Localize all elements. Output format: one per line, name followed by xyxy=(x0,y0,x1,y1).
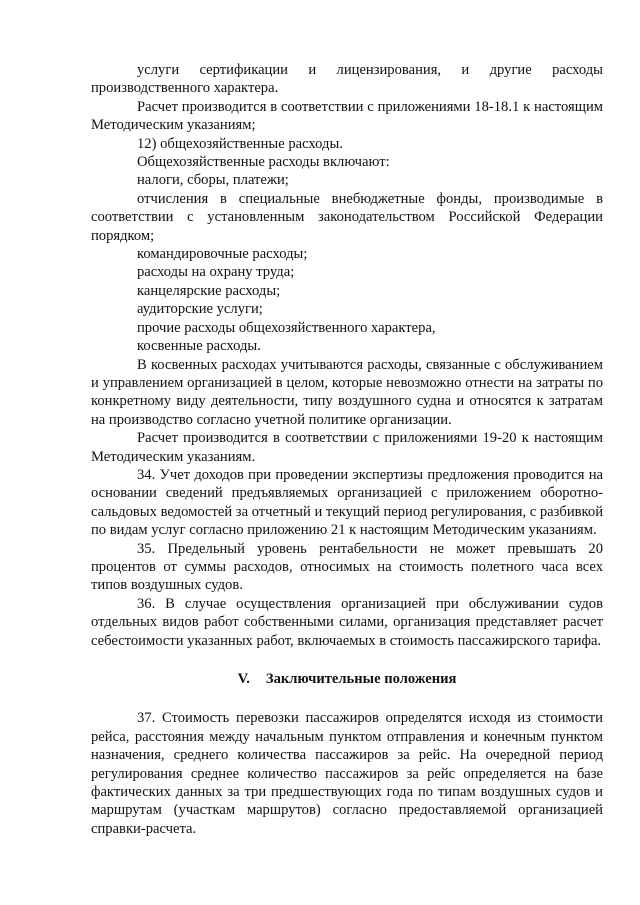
paragraph-calculation-19: Расчет производится в соответствии с приложениями 19-20 к настоящим Методическим указаниям. xyxy=(91,430,603,465)
paragraph-indirect-expenses: В косвенных расходах учитываются расходы, связанные с обслуживанием и управлением организацией в целом, которые невозможно отнести на затраты по конкретному виду деятельности, типу воздушного судна и относятся к затратам на производство согласно учетной политике организации. xyxy=(91,356,603,428)
section-number: V. xyxy=(237,671,250,687)
list-item: косвенные расходы. xyxy=(137,338,261,355)
paragraph-clause-36: 36. В случае осуществления организацией при обслуживании судов отдельных видов работ собственными силами, организация представляет расчет себестоимости указанных работ, включаемых в стоимость пассажирского тарифа. xyxy=(91,595,603,649)
list-item: канцелярские расходы; xyxy=(137,282,281,299)
paragraph-clause-37: 37. Стоимость перевозки пассажиров определятся исходя из стоимости рейса, расстояния между начальным пунктом отправления и конечным пунктом назначения, среднего количества пассажиров за рейс. На очередной период регулирования среднее количество пассажиров за рейс определяется на базе фактических данных за три предшествующих года по типам воздушных судов и маршрутам (участкам маршрутов) согласно предоставляемой организацией справки-расчета. xyxy=(91,710,603,837)
paragraph-extrabudgetary-funds: отчисления в специальные внебюджетные фонды, производимые в соответствии с установленным законодательством Российской Федерации порядком; xyxy=(91,190,603,244)
paragraph-taxes: налоги, сборы, платежи; xyxy=(137,172,289,189)
paragraph-item-12: 12) общехозяйственные расходы. xyxy=(137,135,343,152)
paragraph-general-expenses-include: Общехозяйственные расходы включают: xyxy=(137,154,390,171)
paragraph-clause-34: 34. Учет доходов при проведении экспертизы предложения проводится на основании сведений предъявляемых организацией с приложением оборотно-сальдовых ведомостей за отчетный и текущий период регулирования, с разбивкой по видам услуг согласно приложению 21 к настоящим Методическим указаниям. xyxy=(91,466,603,539)
section-title: Заключительные положения xyxy=(265,671,457,687)
list-item: аудиторские услуги; xyxy=(137,301,263,318)
list-item: прочие расходы общехозяйственного характера, xyxy=(137,319,436,336)
paragraph-production-expenses-end: услуги сертификации и лицензирования, и другие расходы производственного характера. xyxy=(91,62,603,97)
paragraph-calculation-18: Расчет производится в соответствии с приложениями 18-18.1 к настоящим Методическим указаниям; xyxy=(91,98,603,134)
document-body xyxy=(91,61,603,838)
list-item: расходы на охрану труда; xyxy=(137,264,295,281)
list-item: командировочные расходы; xyxy=(137,246,308,263)
section-heading xyxy=(91,670,603,688)
paragraph-clause-35: 35. Предельный уровень рентабельности не может превышать 20 процентов от суммы расходов, относимых на стоимость полетного часа всех типов воздушных судов. xyxy=(91,540,603,594)
